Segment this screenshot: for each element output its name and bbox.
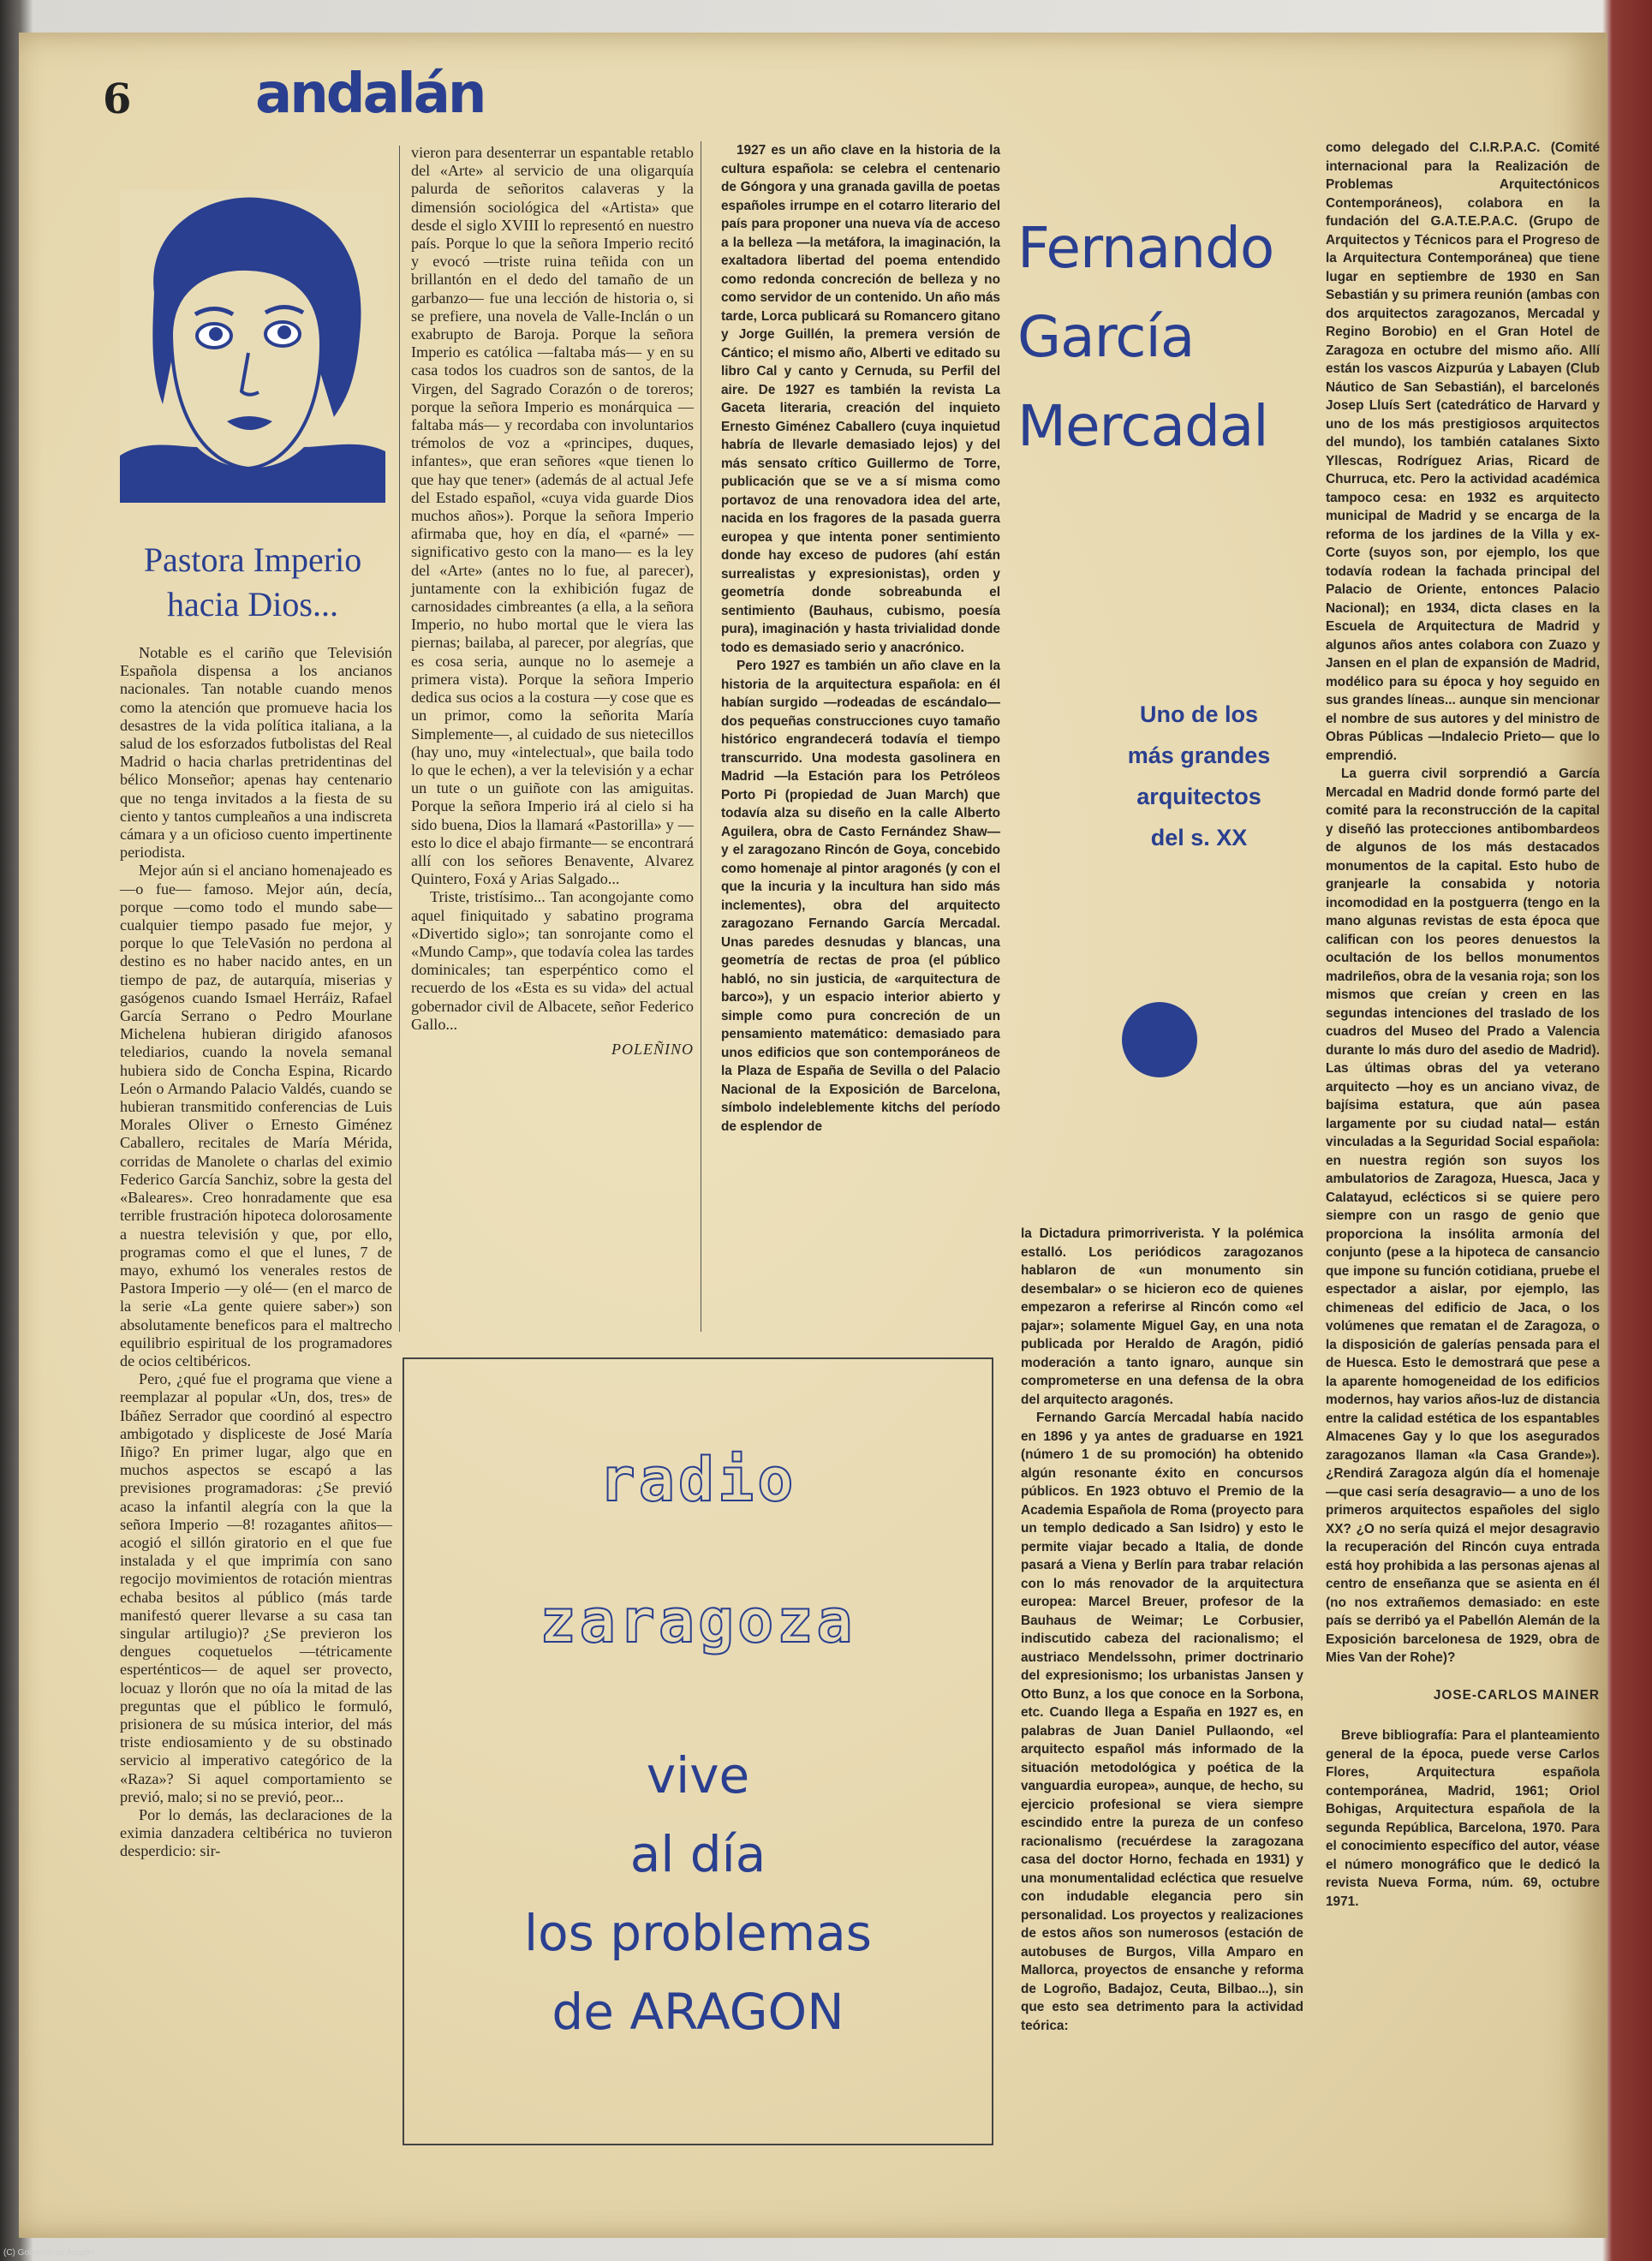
column-4 [1021, 1225, 1303, 2035]
article-title [1017, 204, 1291, 471]
slogan-line: de ARAGON [552, 1983, 844, 2041]
radio-advertisement [403, 1357, 993, 2145]
portrait-illustration [120, 190, 385, 503]
paragraph: Notable es el cariño que Televisión Española dispensa a los ancianos nacionales. Tan notable cuando menos como la atención que promueve hacia los desastres de la vida política italiana, a la salud de los esforzados futbolistas del Real Madrid o hacia charlas pretridentinas del bélico Monseñor; apenas hay centenario que no tenga invitados a la fiesta de su ciento y tantos cumpleaños a una indiscreta cámara y a un oficioso cuento impertinente periodista. [120, 644, 392, 862]
paragraph: 1927 es un año clave en la historia de la cultura española: se celebra el centenario de Góngora y una granada gavilla de poetas españoles irrumpe en el cotarro literario del país para proponer una nueva vía de acceso a la belleza —la metáfora, la imaginación, la exaltadora libertad del poema entendido como redonda concreción de belleza y no como servidor de un contenido. Un año más tarde, Lorca publicará su Romancero gitano y Jorge Guillén, la premera versión de Cántico; el mismo año, Alberti ve editado su libro Cal y canto y Cernuda, su Perfil del aire. De 1927 es también la revista La Gaceta literaria, creación del inquieto Ernesto Giménez Caballero (cuya inquietud habría de llevarle demasiado lejos) y del más sensato crítico Guillermo de Torre, publicación que se ve a sí misma como portavoz de una renovadora idea del arte, nacida en los fragores de la pasada guerra europea y que intenta poner sentimiento donde hay exceso de pudores (ahí están surrealistas y expresionistas), orden y geometría donde sobreabunda el sentimiento (Bauhaus, cubismo, poesía pura), imaginación y hasta trivialidad donde todo es demasiado serio y anacrónico. [721, 143, 1000, 655]
column-5 [1326, 139, 1600, 1911]
ad-line-radio: radio [599, 1445, 797, 1515]
column-1 [120, 644, 392, 1861]
title-line: Mercadal [1017, 393, 1268, 459]
paragraph: la Dictadura primorriverista. Y la polémica estalló. Los periódicos zaragozanos hablaron de «un monumento sin desembalar» o se hicieron eco de quienes empezaron a referirse al Rincón como «el pajar»; solamente Miguel Gay, en una nota publicada por Heraldo de Aragón, pidió moderación a tanto ignaro, aunque sin comprometerse en una defensa de la obra del arquitecto aragonés. [1021, 1226, 1303, 1407]
subtitle-line: más grandes [1127, 743, 1271, 768]
subtitle-line: arquitectos [1136, 784, 1261, 809]
paragraph: como delegado del C.I.R.P.A.C. (Comité internacional para la Realización de Problemas Arquitectónicos Contemporáneos), colabora en la fundación del G.A.T.E.P.A.C. (Grupo de Arquitectos y Técnicos para el Progreso de la Arquitectura Contemporánea) que tiene lugar en septiembre de 1930 en San Sebastián y su primera reunión (ambas con dos arquitectos zaragozanos, Mercadal y Regino Borobio) en el Gran Hotel de Zaragoza en octubre del mismo año. Allí están los vascos Aizpurúa y Labayen (Club Náutico de San Sebastián), el barcelonés Josep Lluís Sert (catedrático de Harvard y uno de los más prestigiosos arquitectos del mundo), los también catalanes Sixto Yllescas, Rodríguez Arias, Ricard de Churruca, etc. Pero la actividad académica tampoco cesa: en 1932 es arquitecto municipal de Madrid y se encarga de la reforma de los jardines de la Villa y ex-Corte (suyos son, por ejemplo, los que todavía rodean la fachada principal del Palacio de Oriente, entonces Palacio Nacional); en 1934, dicta clases en la Escuela de Arquitectura de Madrid y algunos años antes colabora con Zuazo y Jansen en el plan de expansión de Madrid, modélico para su época y hoy seguido en sus grandes líneas... aunque sin mencionar el nombre de sus autores y del ministro de Obras Públicas —Indalecio Prieto— que lo emprendió. [1326, 140, 1600, 763]
ad-line-zaragoza: zaragoza [540, 1586, 856, 1656]
paragraph: Pero, ¿qué fue el programa que viene a reemplazar al popular «Un, dos, tres» de Ibáñez Serrador que coordinó al espectro ambigotado y displiceste de José María Iñigo? En primer lugar, algo que en muchos aspectos se escapó a las previsiones programadoras: ¿Se previó acaso la infantil alegría con la que la señora Imperio —8! rozagantes añitos— acogió el sillón giratorio en el que fue instalada y el que imprimía con sano regocijo movimientos de rotación mientras echaba besitos al público (más tarde manifestó querer llevarse a su casa tan singular artilugio)? ¿Se previeron los dengues coquetuelos —tétricamente esperténticos— de aquel ser provecto, locuaz y llorón que no oía la mitad de las preguntas que el público le formuló, prisionera de su música interior, del más triste endiosamiento y de su obstinado servicio al imperativo categórico de la «Raza»? Si aquel comportamiento se previó, malo; si no se previó, peor... [120, 1370, 392, 1805]
article-headline: Pastora Imperio hacia Dios... [143, 540, 362, 623]
author-signature: JOSE-CARLOS MAINER [1433, 1687, 1600, 1703]
page-number: 6 [103, 75, 132, 123]
slogan-line: al día [629, 1825, 766, 1883]
column-divider [399, 146, 400, 1332]
paragraph: La guerra civil sorprendió a García Mercadal en Madrid donde formó parte del comité para la reconstrucción de la capital y diseñó las protecciones antibombardeos de algunos de los más destacados monumentos de la capital. Esto hubo de granjearle la consabida y notoria incomodidad en la postguerra (tengo en la mano algunas revistas de esta época que califican con los peores denuestos la ocultación de los bellos monumentos madrileños, obra de la vesania roja; son los mismos que creían y creen en las segundas intenciones del traslado de los cuadros del Museo del Prado a Valencia durante lo más duro del asedio de Madrid). Las últimas obras del ya veterano arquitecto —hoy es un anciano vivaz, de bajísima estatura, que aún pasea largamente por su ciudad natal— están vinculadas a la Seguridad Social española: en nuestra región son suyos los ambulatorios de Zaragoza, Huesca, Jaca y Calatayud, eclécticos si se quiere pero siempre con un rasgo de genio que proporciona la insólita armonía del conjunto (pese a la hipoteca de cansancio que impone su función cotidiana, pruebe el espectador a aislar, por ejemplo, las chimeneas del edificio de Jaca, o los volúmenes que rematan el de Zaragoza, o la disposición de galerías pensada para el de Huesca. Esto le demostrará que pese a la aparente homogeneidad de los edificios modernos, hay varios años-luz de distancia entre la calidad estética de los espantables Almacenes Gay y lo que los asegurados zaragozanos llaman «la Casa Grande»). ¿Rendirá Zaragoza algún día el homenaje —que casi sería desagravio— a uno de los primeros arquitectos españoles del siglo XX? ¿O no sería quizá el mejor desagravio la recuperación del Rincón cuya entrada está hoy prohibida a las personas ajenas al centro de enseñanza que se asienta en él (no nos extrañemos demasiado: en este país se derribó ya el Pabellón Alemán de la Exposición barcelonesa de 1929, obra de Mies Van der Rohe)? [1326, 767, 1600, 1665]
column-3 [721, 141, 1000, 1136]
title-line: Fernando [1017, 215, 1274, 281]
paragraph: Mejor aún si el anciano homenajeado es —o fue— famoso. Mejor aún, decía, porque —como todo el mundo sabe— cualquier tiempo pasado fue mejor, y porque lo que TeleVasión no perdona al destino es no haber nacido antes, en un tiempo de paz, de autarquía, miserias y gasógenos cuando Ismael Herráiz, Rafael García Serrano o Pedro Mourlane Michelena hubieran dirigido afanosos telediarios, cuando la novela semanal hubiera sido de Concha Espina, Ricardo León o Armando Palacio Valdés, cuando se hubieran transmitido conferencias de Luis Morales Oliver o Ernesto Giménez Caballero, recitales de María Mérida, corridas de Manolete o charlas del eximio Federico García Sanchiz, sobre la gesta del «Baleares». Creo honradamente que esa terrible frustración hipoteca dolorosamente a nuestra televisión y que, por ello, programas como el que el lunes, 7 de mayo, exhumó los venerales restos de Pastora Imperio —y olé— (en el marco de la serie «La gente quiere saber») son absolutamente beneficos para el maltrecho equilibrio espiritual de los programadores de ocios celtibéricos. [120, 862, 392, 1369]
author-signature: POLEÑINO [611, 1040, 694, 1058]
paragraph: Por lo demás, las declaraciones de la eximia danzadera celtibérica no tuvieron desperdicio: sir- [120, 1806, 392, 1860]
title-line: García [1017, 304, 1195, 370]
masthead: andalán [255, 63, 485, 126]
paragraph: Fernando García Mercadal había nacido en 1896 y ya antes de graduarse en 1921 (número 1 de su promoción) ha obtenido algún resonante éxito en concursos públicos. En 1923 obtuvo el Premio de la Academia Española de Roma (proyecto para un templo dedicado a San Isidro) y esto le permite viajar becado a Italia, de donde pasará a Viena y Berlín para trabar relación con lo más renovador de la arquitectura europea: Marcel Breuer, profesor de la Bauhaus de Weimar; Le Corbusier, indiscutido cabeza del racionalismo; el austriaco Mendelssohn, primer doctrinario del expresionismo; los urbanistas Jansen y Otto Bunz, a los que conoce en la Sorbona, etc. Cuando llega a España en 1927 es, en palabras de Juan Daniel Pullaondo, «el arquitecto español más informado de la situación metodológica y poética de la vanguardia europea», aunque, de hecho, su ejercicio profesional se viera siempre escindido entre la pureza de un confeso racionalismo (recuérdese la zaragozana casa del doctor Horno, fechada en 1931) y una monumentalidad ecléctica que resuelve con indudable elegancia pero sin personalidad. Los proyectos y realizaciones de estos años son numerosos (estación de autobuses de Burgos, Villa Amparo en Mallorca, proyectos de ensanche y reforma de Logroño, Badajoz, Ceuta, Bilbao...), sin que esto sea detrimento para la actividad teórica: [1021, 1411, 1303, 2033]
slogan-line: los problemas [524, 1904, 872, 1962]
bibliography: Breve bibliografía: Para el planteamiento general de la época, puede verse Carlos Flores, Arquitectura española contemporánea, Madrid, 1961; Oriol Bohigas, Arquitectura española de la segunda República, Barcelona, 1970. Para el conocimiento específico del autor, véase el número monográfico que le dedicó la revista Nueva Forma, núm. 69, octubre 1971. [1326, 1728, 1600, 1909]
paragraph: Pero 1927 es también un año clave en la historia de la arquitectura española: en él habían surgido —rodeadas de escándalo— dos pequeñas construcciones cuyo tamaño histórico engrandecerá todavía el tiempo transcurrido. Una modesta gasolinera en Madrid —la Estación para los Petróleos Porto Pi (propiedad de Juan March) que todavía alza su diseño en la calle Alberto Aguilera, obra de Casto Fernández Shaw— y el zaragozano Rincón de Goya, concebido como homenaje al pintor aragonés (y con el que la incuria y la incultura han sido más inclementes), obra del arquitecto zaragozano Fernando García Mercadal. Unas paredes desnudas y blancas, una geometría de rectas de proa (el público habló, no sin justicia, de «arquitectura de barco»), y un espacio interior abierto y simple como pura concreción de un pensamiento matemático: demasiado para unos edificios que son contemporáneos de la Plaza de España de Sevilla o del Palacio Nacional de la Exposición de Barcelona, símbolo indeleblemente kitchs del período de esplendor de [721, 659, 1000, 1134]
copyright-notice: (C) Gobierno de Aragón [3, 2248, 95, 2258]
column-2 [411, 144, 694, 1059]
paragraph: Triste, tristísimo... Tan acongojante como aquel finiquitado y sabatino programa «Divertido siglo»; tan sonrojante como el «Mundo Camp», que todavía colea las tardes dominicales; tan esperpéntico como el recuerdo de los «Esta es su vida» del actual gobernador civil de Albacete, señor Federico Gallo... [411, 888, 694, 1033]
portrait-photo [120, 190, 385, 503]
subtitle-line: Uno de los [1139, 701, 1258, 727]
decorative-dot [1122, 1002, 1197, 1077]
paragraph: vieron para desenterrar un espantable retablo del «Arte» al servicio de una oligarquía palurda de señoritos calaveras y la dimensión sociológica del «Artista» que desde el siglo XVIII lo representó en nuestro país. Porque lo que la señora Imperio recitó y evocó —triste ruina teñida con un brillantón en el dedo del tamaño de un garbanzo— fue una lección de historia o, si se prefiere, una novela de Valle-Inclán o un exabrupto de Baroja. Porque la señora Imperio es católica —faltaba más— y en su casa todos los cuadros son de santos, de la Virgen, del Sagrado Corazón o de toreros; porque la señora Imperio es monárquica —faltaba más— y recordaba con involuntarios trémolos de voz a «principes, duques, infantes», que eran señores «que tienen lo que hay que tener» (además de al actual Jefe del Estado español, «cuya vida guarde Dios muchos años»). Porque la señora Imperio afirmaba que, hoy en día, el «parné» —significativo gesto con la mano— es la ley del «Arte» (antes no lo fue, al parecer), juntamente con la exhibición fugaz de carnosidades cimbreantes (a ella, a la señora Imperio, no hubo mortal que le viera las piernas; bailaba, al parecer, por alegrías, que es cosa seria, aunque no lo asemeje a primera vista). Porque la señora Imperio dedica sus ocios a la costura —y cose que es un primor, como la señorita María Simplemente—, al cuidado de sus nietecillos (hay uno, muy «intelectual», que baila todo lo que le echen), a ver la televisión y a echar un tute o un guiñote con las amiguitas. Porque la señora Imperio irá al cielo si ha sido buena, Dios la llamará «Pastorilla» y —esto lo dice el abajo firmante— se encontrará allí con los señores Benavente, Alvarez Quintero, Foxá y Arias Salgado... [411, 144, 694, 888]
slogan-line: vive [646, 1746, 750, 1805]
article-subtitle [1105, 694, 1293, 858]
ad-slogan [404, 1736, 992, 2051]
subtitle-line: del s. XX [1150, 825, 1248, 850]
